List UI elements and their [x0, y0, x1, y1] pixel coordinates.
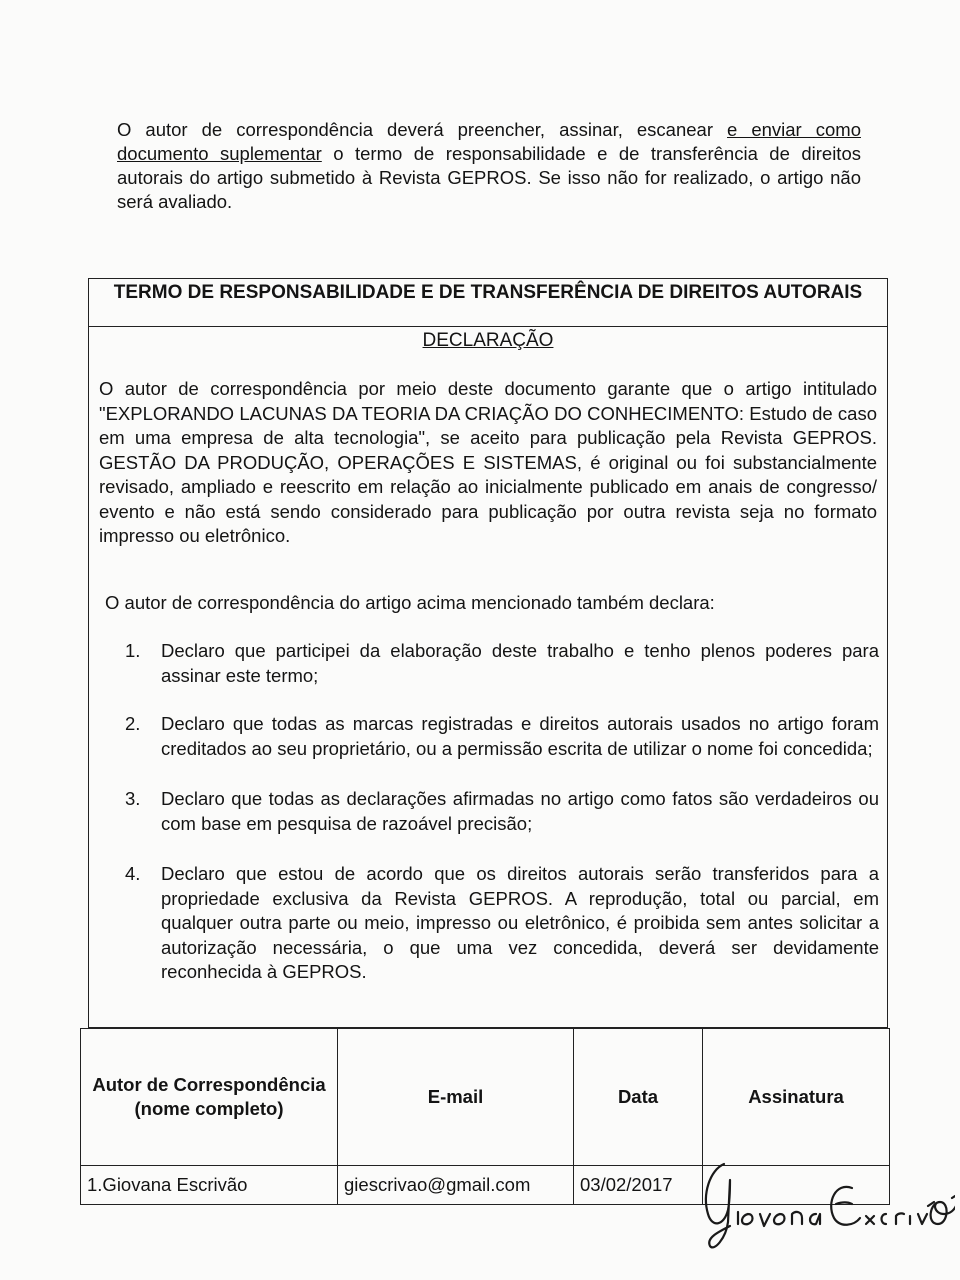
cell-email: giescrivao@gmail.com — [338, 1166, 574, 1205]
intro-text-2: o termo de responsabilidade e de transferência de direitos autorais do artigo submetido à Revista GEPROS. Se isso não for realizado, o artigo não será avaliado. — [117, 143, 861, 212]
list-item-number: 4. — [125, 863, 141, 884]
header-date: Data — [574, 1029, 703, 1166]
list-item-text: Declaro que todas as declarações afirmadas no artigo como fatos são verdadeiros ou com base em pesquisa de razoável precisão; — [161, 788, 879, 834]
list-item — [125, 862, 879, 985]
header-author: Autor de Correspondência (nome completo) — [81, 1029, 338, 1166]
list-item — [125, 639, 879, 688]
list-item-text: Declaro que estou de acordo que os direitos autorais serão transferidos para a propriedade exclusiva da Revista GEPROS. A reprodução, total ou parcial, em qualquer outra parte ou meio, impresso ou eletrônico, é proibida sem antes solicitar a autorização necessária, o que uma vez concedida, deverá ser devidamente reconhecida à GEPROS. — [161, 863, 879, 982]
intro-paragraph — [117, 118, 861, 214]
handwritten-signature — [690, 1150, 955, 1260]
header-signature: Assinatura — [703, 1029, 890, 1166]
intro-underlined-text: e enviar como documento suplementar — [117, 119, 861, 164]
list-item-number: 1. — [125, 640, 141, 661]
list-item — [125, 787, 879, 836]
header-email: E-mail — [338, 1029, 574, 1166]
form-title: TERMO DE RESPONSABILIDADE E DE TRANSFERÊNCIA DE DIREITOS AUTORAIS — [89, 279, 887, 327]
declaration-paragraph-1: O autor de correspondência por meio deste documento garante que o artigo intitulado "EXPLORANDO LACUNAS DA TEORIA DA CRIAÇÃO DO CONHECIMENTO: Estudo de caso em uma empresa de alta tecnologia", se aceito para publicação pela Revista GEPROS. GESTÃO DA PRODUÇÃO, OPERAÇÕES E SISTEMAS, é original ou foi substancialmente revisado, ampliado e reescrito em relação ao inicialmente publicado em anais de congresso/ evento e não está sendo considerado para publicação por outra revista seja no formato impresso ou eletrônico. — [99, 378, 877, 546]
list-item-text: Declaro que participei da elaboração deste trabalho e tenho plenos poderes para assinar este termo; — [161, 640, 879, 686]
list-item-number: 3. — [125, 788, 141, 809]
table-header-row — [81, 1029, 890, 1166]
list-item-text: Declaro que todas as marcas registradas e direitos autorais usados no artigo foram creditados ao seu proprietário, ou a permissão escrita de utilizar o nome foi concedida; — [161, 713, 879, 759]
declaration-heading: DECLARAÇÃO — [422, 330, 554, 351]
declaration-list — [125, 639, 879, 985]
cell-date: 03/02/2017 — [574, 1166, 703, 1205]
list-item-number: 2. — [125, 713, 141, 734]
intro-text-1: O autor de correspondência deverá preencher, assinar, escanear — [117, 119, 728, 140]
declaration-form — [88, 278, 888, 1028]
list-item — [125, 712, 879, 761]
declaration-paragraph-2: O autor de correspondência do artigo acima mencionado também declara: — [105, 592, 715, 613]
cell-author-name: 1.Giovana Escrivão — [81, 1166, 338, 1205]
